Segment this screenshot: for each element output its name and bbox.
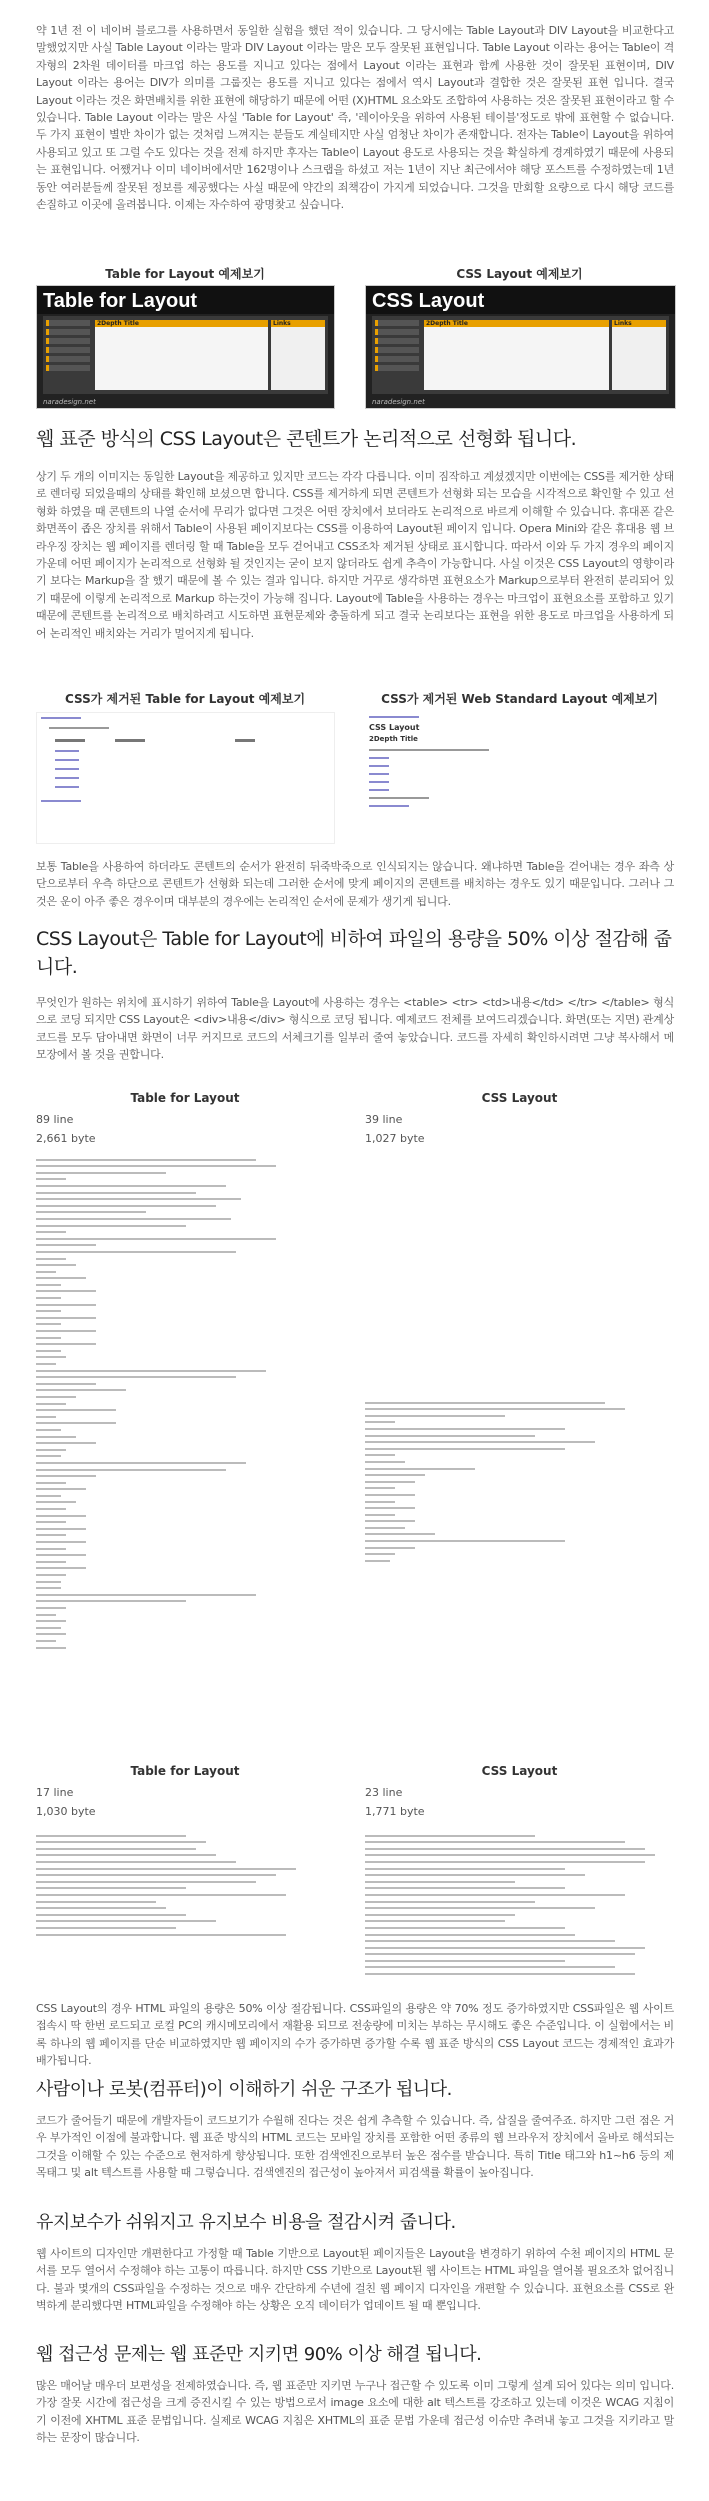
byte-count: 2,661 byte [36, 1132, 96, 1145]
no-css-table-caption[interactable]: CSS가 제거된 Table for Layout 예제보기 [64, 692, 306, 706]
table-layout-screenshot[interactable] [36, 285, 335, 409]
code-head-css: CSS Layout [481, 1764, 558, 1778]
links-title: Links [612, 320, 666, 327]
no-css-standard-caption[interactable]: CSS가 제거된 Web Standard Layout 예제보기 [381, 692, 658, 706]
css-layout-code [365, 1395, 674, 1615]
intro-paragraph: 약 1년 전 이 네이버 블로그를 사용하면서 동일한 실험을 했던 적이 있습니다. 그 당시에는 Table Layout과 DIV Layout을 비교한다고 말했었지만 사실 Table Layout 이라는 말과 DIV Layout 이라는 말은 모두 잘못된 표현입니다. Table Layout 이라는 용어는 Table이 격자형의 2차원 데이터를 마크업 하는 용도를 지니고 있다는 점에서 Layout 이라는 표현과 함께 사용한 것이 잘못된 표현이며, DIV Layout 이라는 용어는 DIV가 의미를 그룹짓는 용도를 지니고 있다는 점에서 역시 Layout과 결합한 것은 잘못된 표현 입니다. 결국 Layout 이라는 것은 화면배치를 위한 표현에 해당하기 때문에 어떤 (X)HTML 요소와도 조합하여 사용하는 것은 잘못된 표현이라고 할 수 있습니다. Table Layout 이라는 말은 사실 'Table for Layout' 즉, '레이아웃을 위하여 사용된 테이블'정도로 밖에 표현할 수 없습니다. 두 가지 표현이 별반 차이가 없는 것처럼 느껴지는 분들도 계실테지만 사실 엄청난 차이가 존재합니다. 전자는 Table이 Layout을 위하여 사용되고 있고 또 그럴 수도 있다는 것을 전제 하지만 후자는 Table이 Layout 용도로 사용되는 것을 확실하게 경계하였기 때문에 사용되는 표현입니다. 어쨌거나 이미 네이버에서만 162명이나 스크랩을 하셨고 저는 1년이 지난 최근에서야 해당 포스트를 수정하였는데 1년동안 여러분들께 잘못된 정보를 제공했다는 사실 때문에 약간의 죄책감이 가지게 되었습니다. 그것을 만회할 요량으로 다시 해당 코드를 손질하고 이곳에 올려봅니다. 이제는 자수하여 광명찾고 싶습니다. [36, 24, 675, 212]
line-count: 17 line [36, 1786, 74, 1799]
code-head-css: CSS Layout [481, 1091, 558, 1105]
table-css-code [36, 1828, 333, 1948]
no-css-table-screenshot[interactable] [36, 712, 335, 844]
table-layout-code [36, 1152, 333, 1742]
section-heading-linearization: 웹 표준 방식의 CSS Layout은 콘텐트가 논리적으로 선형화 됩니다. [36, 428, 577, 450]
section-paragraph: 웹 사이트의 디자인만 개편한다고 가정할 때 Table 기반으로 Layout된 페이지들은 Layout을 변경하기 위하여 수천 페이지의 HTML 문서를 모두 열어서 수정해야 하는 고통이 따릅니다. 하지만 CSS 기반으로 Layout된 웹 사이트는 HTML 파일을 열어볼 필요조차 없어집니다. 불과 몇개의 CSS파일을 수정하는 것으로 매우 간단하게 수년에 걸친 웹 페이지 디자인을 개편할 수 있습니다. 표현요소를 CSS로 완벽하게 분리했다면 HTML파일을 수정해야 하는 상황은 오직 데이터가 업데이트 될 때 뿐입니다. [36, 2247, 674, 2313]
byte-count: 1,771 byte [365, 1805, 425, 1818]
line-count: 39 line [365, 1113, 403, 1126]
section-heading-accessibility: 웹 접근성 문제는 웹 표준만 지키면 90% 이상 해결 됩니다. [36, 2344, 482, 2365]
section-paragraph: 무엇인가 원하는 위치에 표시하기 위하여 Table을 Layout에 사용하는 경우는 <table> <tr> <td>내용</td> </tr> </table> 형식으로 코딩 되지만 CSS Layout은 <div>내용</div> 형식으로 코딩 됩니다. 예제코드 전체를 보여드리겠습니다. 화면(또는 지면) 관계상 코드를 모두 담아내면 화면이 너무 커지므로 코드의 서체크기를 일부러 줄여 놓았습니다. 코드를 자세히 확인하시려면 그냥 복사해서 메모장에서 볼 것을 권합니다. [36, 996, 674, 1062]
css-css-code [365, 1828, 674, 1988]
code-head-table: Table for Layout [130, 1091, 240, 1105]
section-paragraph: 코드가 줄어들기 때문에 개발자들이 코드보기가 수월해 진다는 것은 쉽게 추측할 수 있습니다. 즉, 삽질을 줄여주죠. 하지만 그런 점은 거우 부가적인 이점에 불과합니다. 웹 표준 방식의 HTML 코드는 모바일 장치를 포함한 어떤 종류의 웹 브라우저 장치에서 올바로 해석되는 그것을 이해할 수 있는 수준으로 현저하게 향상됩니다. 또한 검색엔진으로부터 높은 점수를 받습니다. 특히 Title 태그와 h1~h6 등의 제목태그 및 alt 텍스트를 사용할 때 그렇습니다. 검색엔진의 접근성이 높아져서 피검색률 확률이 높아집니다. [36, 2114, 674, 2180]
plain-title: CSS Layout [369, 723, 420, 732]
screenshot-title: Table for Layout [37, 286, 334, 314]
links-title: Links [271, 320, 325, 327]
screenshot-footer: naradesign.net [43, 398, 96, 406]
section-heading-maintenance: 유지보수가 쉬워지고 유지보수 비용을 절감시켜 줍니다. [36, 2212, 456, 2233]
css-layout-caption[interactable]: CSS Layout 예제보기 [456, 267, 583, 281]
section-paragraph: 많은 매어날 매우더 보편성을 전제하였습니다. 즉, 웹 표준만 지키면 누구나 접근할 수 있도록 이미 그렇게 설계 되어 있다는 의미 입니다. 가장 잘못 시간에 접근성을 크게 증진시킬 수 있는 방법으로서 image 요소에 대한 alt 텍스트를 강조하고 있는데 이것은 WCAG 지침이기 이전에 XHTML 표준 문법입니다. 실제로 WCAG 지침은 XHTML의 표준 문법 가운데 접근성 이슈만 추려내 놓고 그것을 지키라고 말하는 문장이 많습니다. [36, 2379, 674, 2445]
column-title: 2Depth Title [424, 320, 609, 327]
line-count: 89 line [36, 1113, 74, 1126]
line-count: 23 line [365, 1786, 403, 1799]
screenshot-title: CSS Layout [366, 286, 675, 314]
section-heading-structure: 사람이나 로봇(컴퓨터)이 이해하기 쉬운 구조가 됩니다. [36, 2079, 452, 2100]
table-layout-caption[interactable]: Table for Layout 예제보기 [105, 267, 265, 281]
section-heading-filesize: CSS Layout은 Table for Layout에 비하여 파일의 용량을 50% 이상 절감해 줍니다. [36, 928, 672, 978]
plain-subtitle: 2Depth Title [369, 735, 418, 743]
section-paragraph: 보통 Table을 사용하여 하더라도 콘텐트의 순서가 완전히 뒤죽박죽으로 인식되지는 않습니다. 왜냐하면 Table을 걷어내는 경우 좌측 상단으로부터 우측 하단으로 콘텐트가 선형화 되는데 그러한 순서에 맞게 페이지의 콘텐트를 배치하는 경우도 있기 때문입니다. 그러나 그것은 운이 아주 좋은 경우이며 대부분의 경우에는 논리적인 순서에 문제가 생기게 됩니다. [36, 860, 674, 908]
column-title: 2Depth Title [95, 320, 268, 327]
section-paragraph: 상기 두 개의 이미지는 동일한 Layout을 제공하고 있지만 코드는 각각 다릅니다. 이미 짐작하고 계셨겠지만 이번에는 CSS를 제거한 상태로 렌더링 되었을때의 상태를 확인해 보셨으면 합니다. CSS를 제거하게 되면 콘텐트가 선형화 되는 모습을 시각적으로 확인할 수 있고 선형화 하였을 때 콘텐트의 나열 순서에 무리가 없다면 그것은 어떤 장치에서 보더라도 논리적으로 바르게 이해할 수 있습니다. 휴대폰 같은 화면폭이 좁은 장치를 위해서 Table이 사용된 페이지보다는 CSS를 이용하여 Layout된 페이지 입니다. Opera Mini와 같은 휴대용 웹 브라우징 장치는 웹 페이지를 렌더링 할 때 Table을 모두 걷어내고 CSS조차 제거된 상태로 표시합니다. 따라서 이와 두 가지 경우의 페이지 가운데 어떤 페이지가 논리적으로 선형화 될 것인지는 굳이 보지 않더라도 쉽게 추측이 가능합니다. 사실 이것은 CSS Layout의 영향이라기 보다는 Markup을 잘 했기 때문에 볼 수 있는 결과 입니다. 하지만 거꾸로 생각하면 표현요소가 Markup으로부터 완전히 분리되어 있기 때문에 이렇게 논리적으로 Markup 하는것이 가능해 집니다. Layout에 Table을 사용하는 경우는 마크업이 표현요소를 포함하고 있기 때문에 콘텐트를 논리적으로 배치하려고 시도하면 표현문제와 충돌하게 되고 결국 논리보다는 표현을 위한 용도로 마크업을 사용하게 되어 논리적인 배치와는 거리가 멀어지게 됩니다. [36, 470, 674, 640]
section-paragraph: CSS Layout의 경우 HTML 파일의 용량은 50% 이상 절감됩니다. CSS파일의 용량은 약 70% 정도 증가하였지만 CSS파일은 웹 사이트 접속시 딱 한번 로드되고 로컬 PC의 캐시메모리에서 재활용 되므로 전송량에 미치는 부하는 무시해도 좋은 수준입니다. 이 실험에서는 비록 하나의 웹 페이지를 단순 비교하였지만 웹 페이지의 수가 증가하면 증가할 수록 웹 표준 방식의 CSS Layout 코드는 경제적인 효과가 배가됩니다. [36, 2002, 674, 2068]
no-css-standard-screenshot[interactable] [365, 712, 674, 842]
byte-count: 1,030 byte [36, 1805, 96, 1818]
css-layout-screenshot[interactable] [365, 285, 676, 409]
code-head-table: Table for Layout [130, 1764, 240, 1778]
byte-count: 1,027 byte [365, 1132, 425, 1145]
screenshot-footer: naradesign.net [372, 398, 425, 406]
